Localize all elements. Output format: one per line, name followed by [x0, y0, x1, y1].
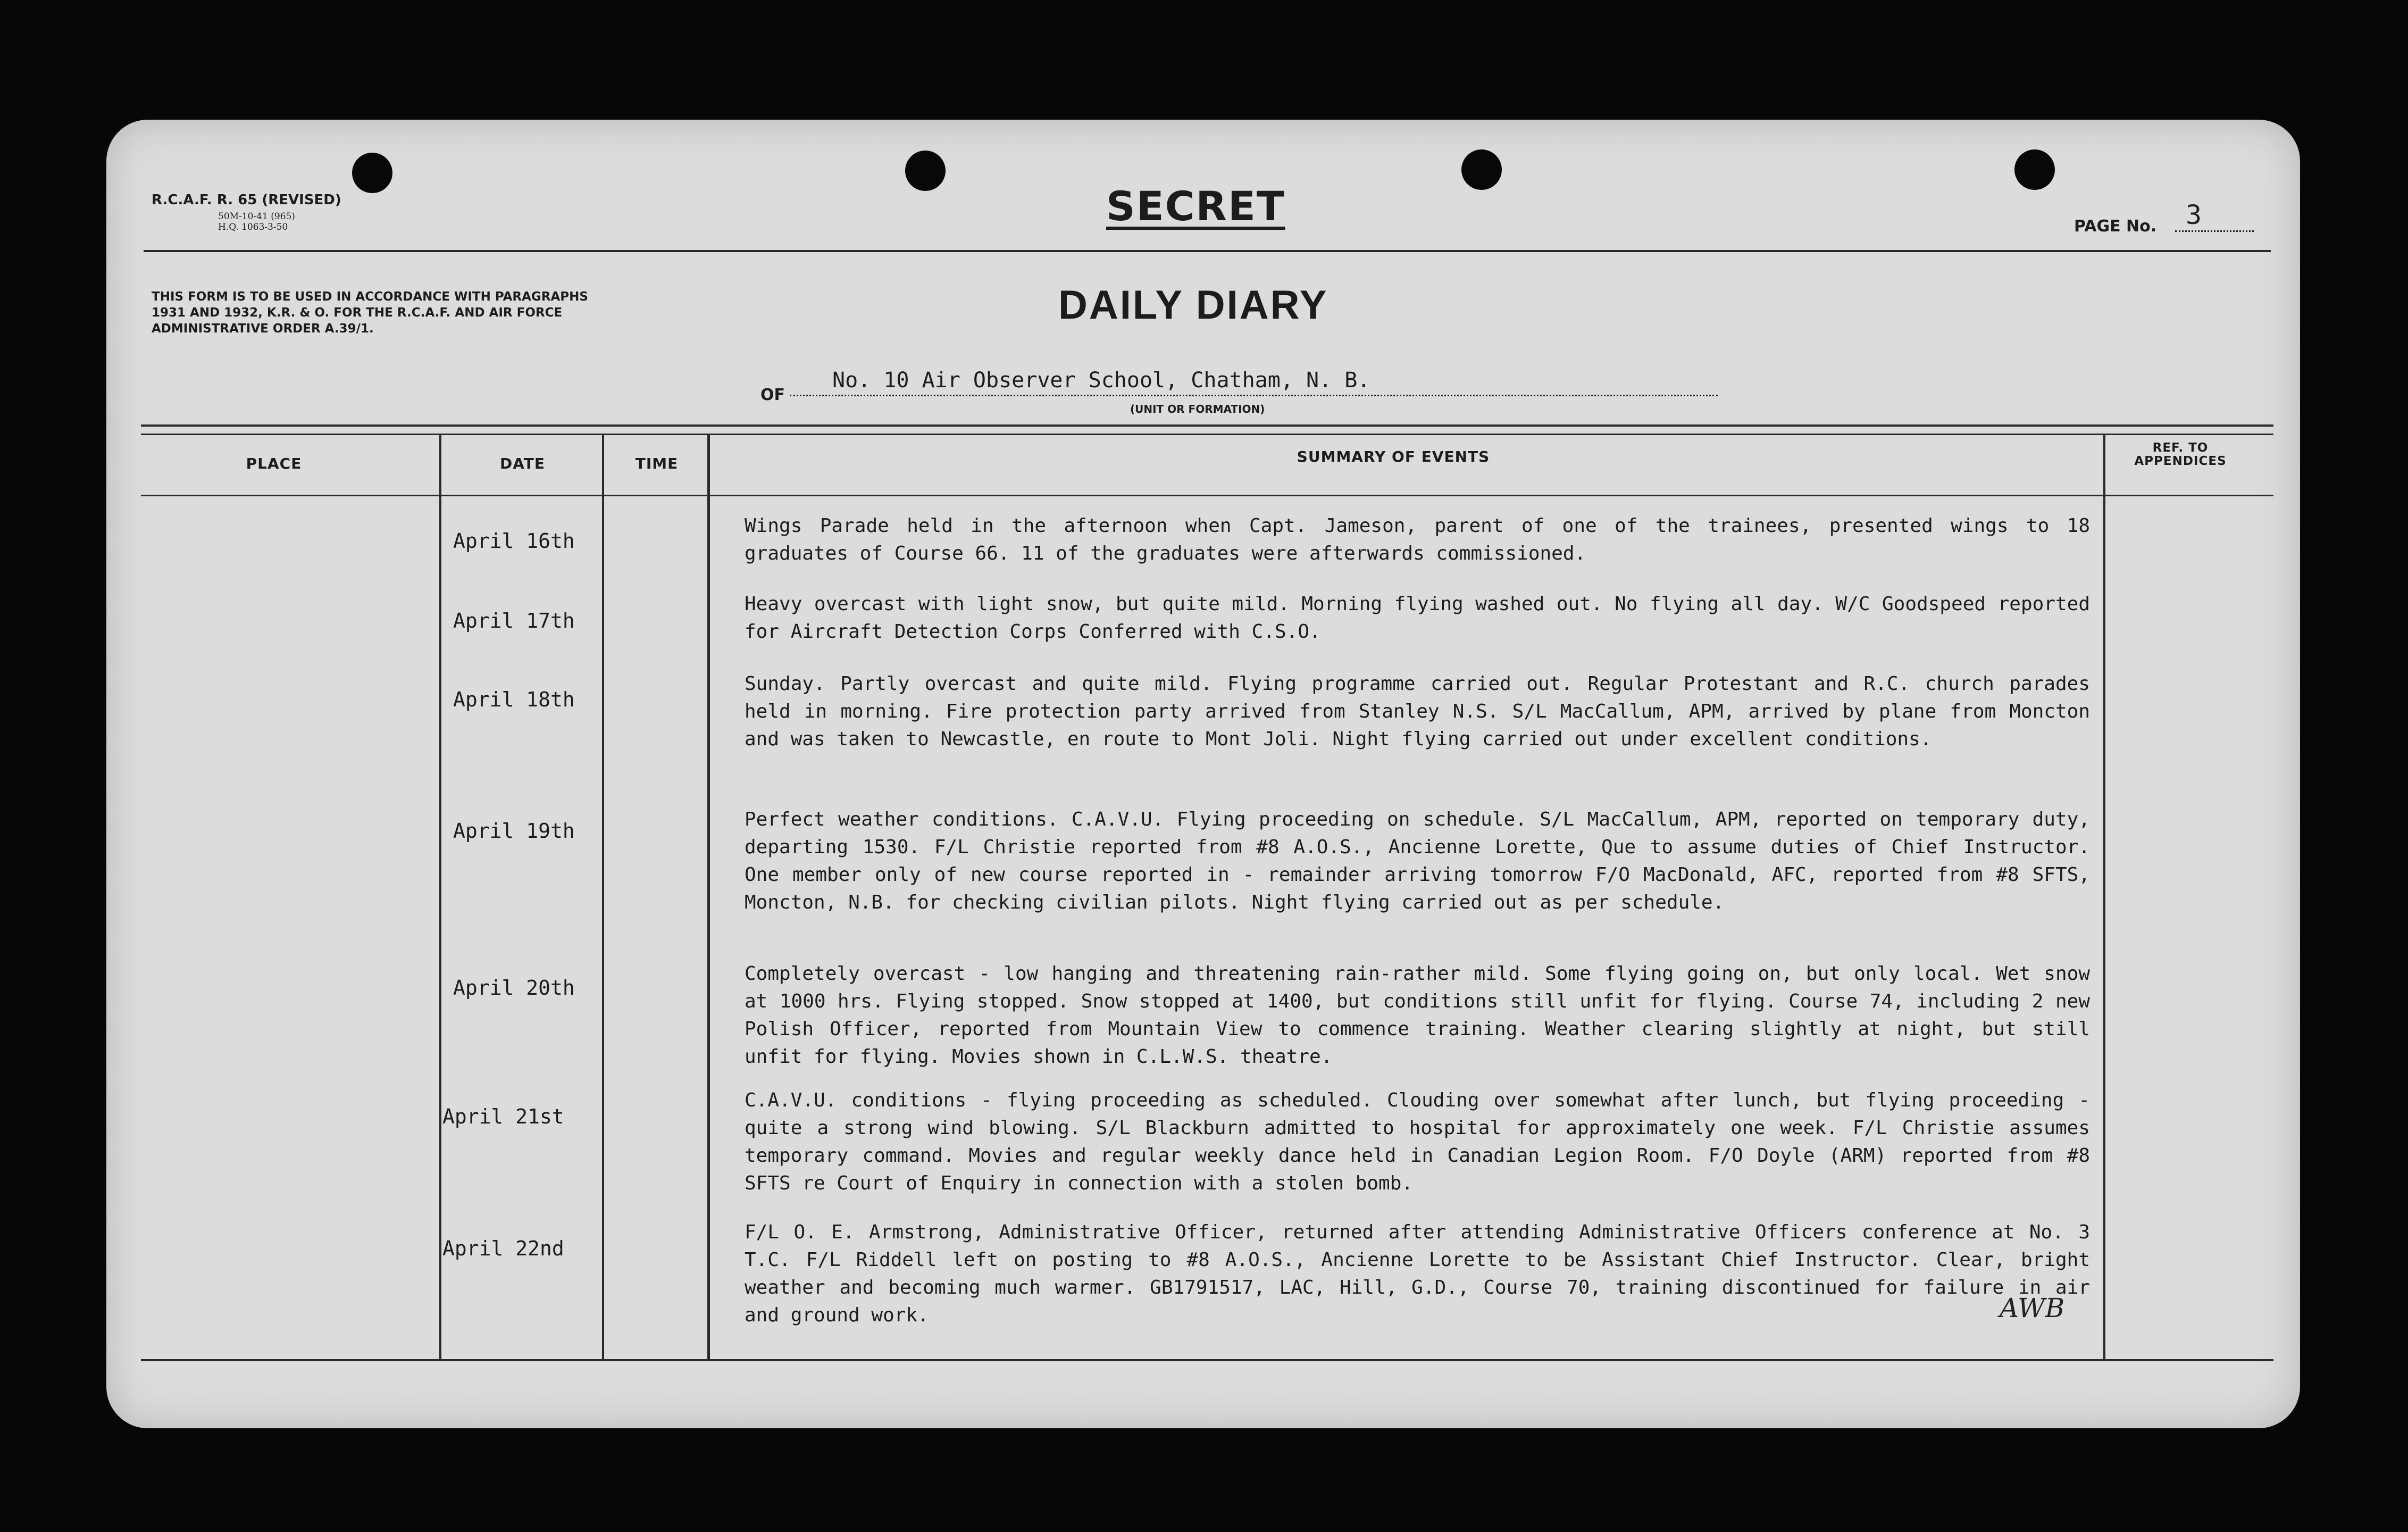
entry-summary: Perfect weather conditions. C.A.V.U. Flying proceeding on schedule. S/L MacCallum, APM, reported on temporary duty, departing 1530. F/L Christie reported from #8 A.O.S., Ancienne Lorette, Que to assume duties of Chief Instructor. One member only of new course reported in - remainder arriving tomorrow F/O MacDonald, AFC, reported from #8 SFTS, Moncton, N.B. for checking civilian pilots. Night flying carried out as per schedule. — [745, 809, 2090, 913]
entry-date: April 20th — [453, 976, 575, 1000]
column-header-date: DATE — [500, 455, 545, 472]
column-divider — [439, 434, 441, 1359]
column-divider — [707, 434, 710, 1359]
page-label: PAGE No. — [2074, 217, 2157, 236]
table-bottom-rule — [141, 1359, 2273, 1361]
diary-title: DAILY DIARY — [1058, 282, 1328, 328]
entry-summary: Wings Parade held in the afternoon when Capt. Jameson, parent of one of the trainees, presented wings to 18 graduates of Course 66. 11 of the graduates were afterwards commissioned. — [745, 515, 2090, 564]
entry-summary: F/L O. E. Armstrong, Administrative Officer, returned after attending Administrative Officers conference at No. 3 T.C. F/L Riddell left on posting to #8 A.O.S., Ancienne Lorette to be Assistant Chief Instructor. Clear, bright weather and becoming much warmer. GB1791517, LAC, Hill, G.D., Course 70, training discontinued for failure in air and ground work. — [745, 1221, 2090, 1326]
unit-field: No. 10 Air Observer School, Chatham, N. B. — [790, 366, 1718, 396]
entry-date: April 16th — [453, 529, 575, 553]
punch-hole — [1461, 149, 1502, 190]
form-sub — [218, 211, 314, 232]
entry-date: April 18th — [453, 688, 575, 711]
header-rule-top-2 — [141, 434, 2273, 435]
form-instructions: THIS FORM IS TO BE USED IN ACCORDANCE WITH PARAGRAPHS 1931 AND 1932, K.R. & O. FOR THE R.C.A.F. AND AIR FORCE ADMINISTRATIVE ORDER A.39/1. — [152, 290, 588, 336]
column-divider — [602, 434, 604, 1359]
signature-initials: AWB — [2000, 1293, 2065, 1323]
form-sub-line: H.Q. 1063-3-50 — [218, 222, 288, 232]
column-header-time: TIME — [635, 455, 679, 472]
punch-hole — [352, 153, 392, 193]
entry-date: April 17th — [453, 609, 575, 632]
column-divider — [2103, 434, 2105, 1359]
entry-summary: Heavy overcast with light snow, but quite mild. Morning flying washed out. No flying all day. W/C Goodspeed reported for Aircraft Detection Corps Conferred with C.S.O. — [745, 593, 2090, 643]
entry-date: April 21st — [442, 1105, 564, 1128]
page-number: 3 — [2175, 199, 2254, 232]
top-rule — [144, 250, 2271, 252]
entry-date: April 22nd — [442, 1237, 564, 1260]
column-header-ref-appendices: REF. TO APPENDICES — [2134, 441, 2227, 468]
classification-heading: SECRET — [1106, 182, 1285, 230]
punch-hole — [905, 151, 946, 191]
column-header-place: PLACE — [246, 455, 302, 472]
form-id: R.C.A.F. R. 65 (REVISED) — [152, 192, 341, 208]
entry-summary: C.A.V.U. conditions - flying proceeding as scheduled. Clouding over somewhat after lunch, but flying proceeding - quite a strong wind blowing. S/L Blackburn admitted to hospital for approximately one week. F/L Christie assumes temporary command. Movies and regular weekly dance held in Canadian Legion Room. F/O Doyle (ARM) reported from #8 SFTS re Court of Enquiry in connection with a stolen bomb. — [745, 1089, 2090, 1194]
diary-card — [106, 120, 2300, 1428]
entry-summary: Completely overcast - low hanging and threatening rain-rather mild. Some flying going on, but only local. Wet snow at 1000 hrs. Flying stopped. Snow stopped at 1400, but conditions still unfit for flying. Course 74, including 2 new Polish Officer, reported from Mountain View to commence training. Weather clearing slightly at night, but still unfit for flying. Movies shown in C.L.W.S. theatre. — [745, 963, 2090, 1068]
column-header-summary: SUMMARY OF EVENTS — [1297, 448, 1490, 465]
unit-caption: (UNIT OR FORMATION) — [1130, 403, 1265, 415]
form-sub-line: 50M-10-41 (965) — [218, 211, 295, 222]
header-rule-bottom — [141, 495, 2273, 496]
punch-hole — [2014, 149, 2055, 190]
entry-summary: Sunday. Partly overcast and quite mild. Flying programme carried out. Regular Protestant and R.C. church parades held in morning. Fire protection party arrived from Stanley N.S. S/L MacCallum, APM, arrived by plane from Moncton and was taken to Newcastle, en route to Mont Joli. Night flying carried out under excellent conditions. — [745, 673, 2090, 750]
header-rule-top — [141, 424, 2273, 427]
entry-date: April 19th — [453, 819, 575, 843]
of-label: OF — [760, 386, 785, 404]
